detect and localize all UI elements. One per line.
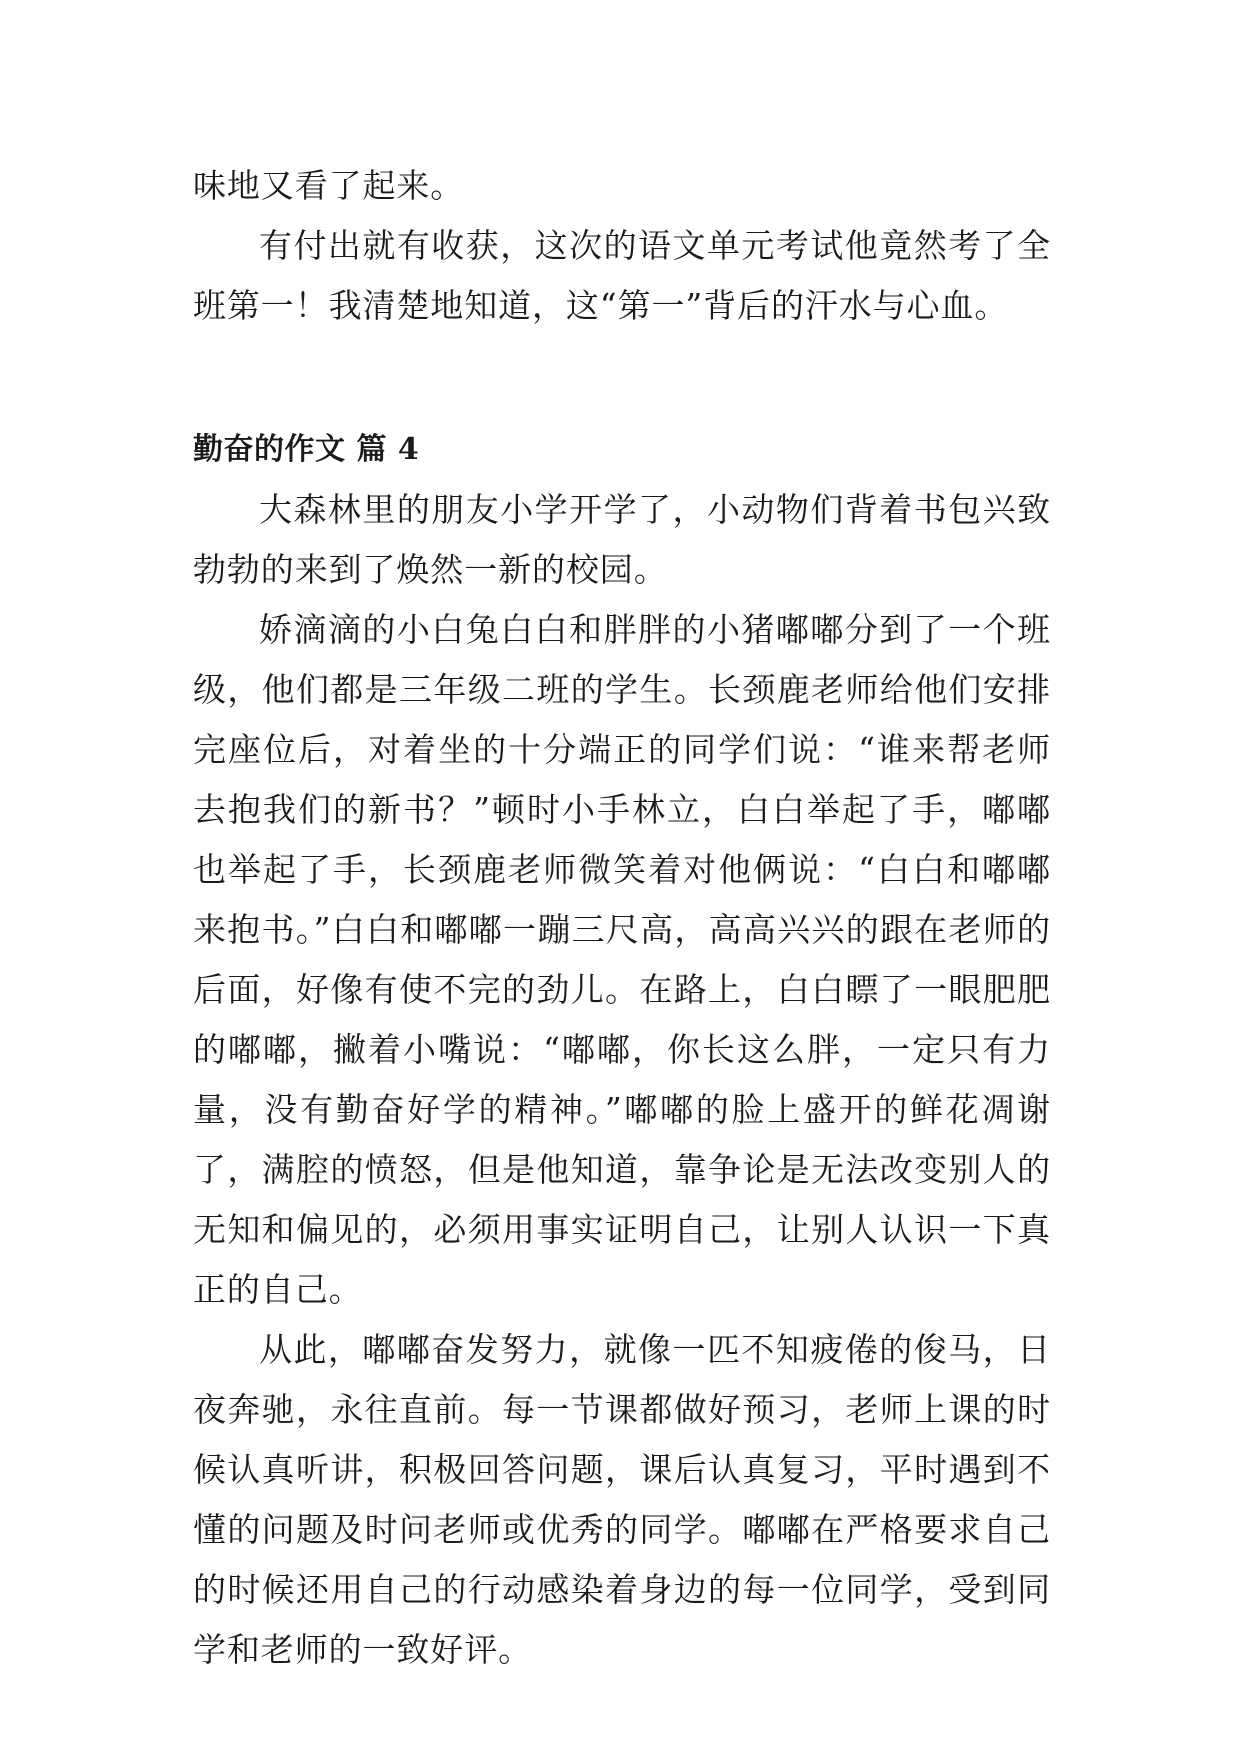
body-paragraph-2: 娇滴滴的小白兔白白和胖胖的小猪嘟嘟分到了一个班级，他们都是三年级二班的学生。长颈鹿老师给他们安排完座位后，对着坐的十分端正的同学们说：“谁来帮老师去抱我们的新书？”顿时小手林立，白白举起了手，嘟嘟也举起了手，长颈鹿老师微笑着对他俩说：“白白和嘟嘟来抱书。”白白和嘟嘟一蹦三尺高，高高兴兴的跟在老师的后面，好像有使不完的劲儿。在路上，白白瞟了一眼肥肥的嘟嘟，撇着小嘴说：“嘟嘟，你长这么胖，一定只有力量，没有勤奋好学的精神。”嘟嘟的脸上盛开的鲜花凋谢了，满腔的愤怒，但是他知道，靠争论是无法改变别人的无知和偏见的，必须用事实证明自己，让别人认识一下真正的自己。	[193, 610, 1051, 1309]
body-paragraph-3: 从此，嘟嘟奋发努力，就像一匹不知疲倦的俊马，日夜奔驰，永往直前。每一节课都做好预习，老师上课的时候认真听讲，积极回答问题，课后认真复习，平时遇到不懂的问题及时问老师或优秀的同学。嘟嘟在严格要求自己的时候还用自己的行动感染着身边的每一位同学，受到同学和老师的一致好评。	[193, 1330, 1051, 1669]
body-paragraph-1: 大森林里的朋友小学开学了，小动物们背着书包兴致勃勃的来到了焕然一新的校园。	[193, 490, 1051, 589]
continuation-paragraph-1: 味地又看了起来。	[193, 166, 465, 205]
section-title: 勤奋的作文 篇 4	[193, 432, 420, 467]
section-gap	[193, 336, 1051, 420]
continuation-paragraph-2: 有付出就有收获，这次的语文单元考试他竟然考了全班第一！我清楚地知道，这“第一”背后的汗水与心血。	[193, 226, 1051, 325]
page-content	[193, 156, 1051, 1680]
